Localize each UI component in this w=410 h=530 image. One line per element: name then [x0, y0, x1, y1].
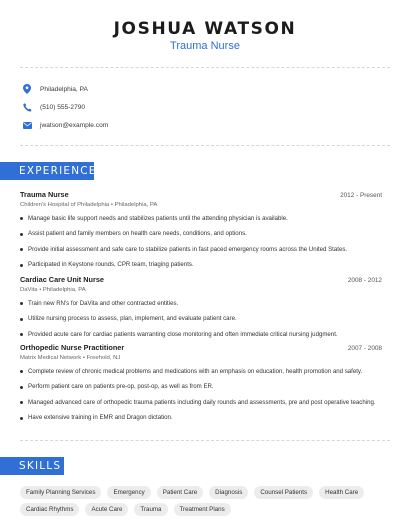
- contact-email-text: jwatson@example.com: [40, 121, 109, 129]
- job-location: Philadelphia, PA: [42, 286, 86, 293]
- contact-location-text: Philadelphia, PA: [40, 85, 88, 93]
- email-icon: [22, 120, 32, 130]
- candidate-name: JOSHUA WATSON: [113, 19, 297, 39]
- job-bullet: Provide initial assessment and safe care to stabilize patients in fast paced emergency rooms across the United States.: [20, 246, 382, 262]
- job-company: Children's Hospital of Philadelphia: [20, 201, 110, 208]
- candidate-role: Trauma Nurse: [170, 40, 240, 52]
- job-entry: [20, 343, 382, 430]
- job-org: Matrix Medical Network • Freehold, NJ: [20, 354, 121, 361]
- skill-chip: Cardiac Rhythms: [20, 503, 79, 516]
- job-title: Trauma Nurse: [20, 190, 69, 199]
- job-location: Freehold, NJ: [86, 354, 121, 361]
- job-bullet: Managed advanced care of orthopedic trauma patients including daily rounds and assessments, pre and post operative teaching.: [20, 399, 382, 415]
- experience-heading: EXPERIENCE: [0, 162, 94, 180]
- job-bullet: Train new RN's for DaVita and other contracted entities.: [20, 300, 382, 316]
- skill-chip: Treatment Plans: [174, 503, 231, 516]
- job-bullet: Assist patient and family members on health care needs, conditions, and options.: [20, 230, 382, 246]
- job-entry: [20, 190, 382, 277]
- job-company: DaVita: [20, 286, 38, 293]
- skill-chip: Diagnosis: [209, 486, 248, 499]
- job-bullet: Manage basic life support needs and stabilizes patients until the attending physician is available.: [20, 215, 382, 231]
- job-title: Cardiac Care Unit Nurse: [20, 275, 104, 284]
- job-entry: [20, 275, 382, 346]
- contact-phone: [22, 101, 85, 113]
- skill-chip: Patient Care: [157, 486, 203, 499]
- skills-list: [20, 486, 395, 520]
- phone-icon: [22, 102, 32, 112]
- skill-chip: Family Planning Services: [20, 486, 101, 499]
- job-bullet: Provided acute care for cardiac patients warranting close monitoring and often immediate critical nursing judgment.: [20, 331, 382, 347]
- skill-chip: Counsel Patients: [254, 486, 313, 499]
- contact-location: [22, 83, 88, 95]
- location-pin-icon: [22, 84, 32, 94]
- contact-email: [22, 119, 108, 131]
- job-bullet: Complete review of chronic medical problems and medications with an emphasis on education, health promotion and safety.: [20, 368, 382, 384]
- job-dates: 2007 - 2008: [347, 345, 382, 352]
- job-org: Children's Hospital of Philadelphia • Philadelphia, PA: [20, 201, 158, 208]
- job-bullet: Have extensive training in EMR and Dragon dictation.: [20, 414, 382, 430]
- skill-chip: Acute Care: [85, 503, 128, 516]
- job-company: Matrix Medical Network: [20, 354, 82, 361]
- job-bullet: Utilize nursing process to assess, plan, implement, and evaluate patient care.: [20, 315, 382, 331]
- skill-chip: Trauma: [134, 503, 167, 516]
- job-dates: 2012 - Present: [340, 192, 382, 199]
- divider: [20, 440, 390, 441]
- skills-heading: SKILLS: [0, 457, 64, 475]
- contact-phone-text: (510) 555-2790: [40, 103, 86, 111]
- job-dates: 2008 - 2012: [347, 277, 382, 284]
- skill-chip: Health Care: [319, 486, 364, 499]
- divider: [20, 67, 390, 68]
- job-bullet: Perform patient care on patients pre-op, post-op, as well as from ER.: [20, 383, 382, 399]
- divider: [20, 145, 390, 146]
- job-bullet: Participated in Keystone rounds, CPR team, triaging patients.: [20, 261, 382, 277]
- skill-chip: Emergency: [107, 486, 150, 499]
- job-org: DaVita • Philadelphia, PA: [20, 286, 86, 293]
- job-location: Philadelphia, PA: [114, 201, 158, 208]
- job-title: Orthopedic Nurse Practitioner: [20, 343, 125, 352]
